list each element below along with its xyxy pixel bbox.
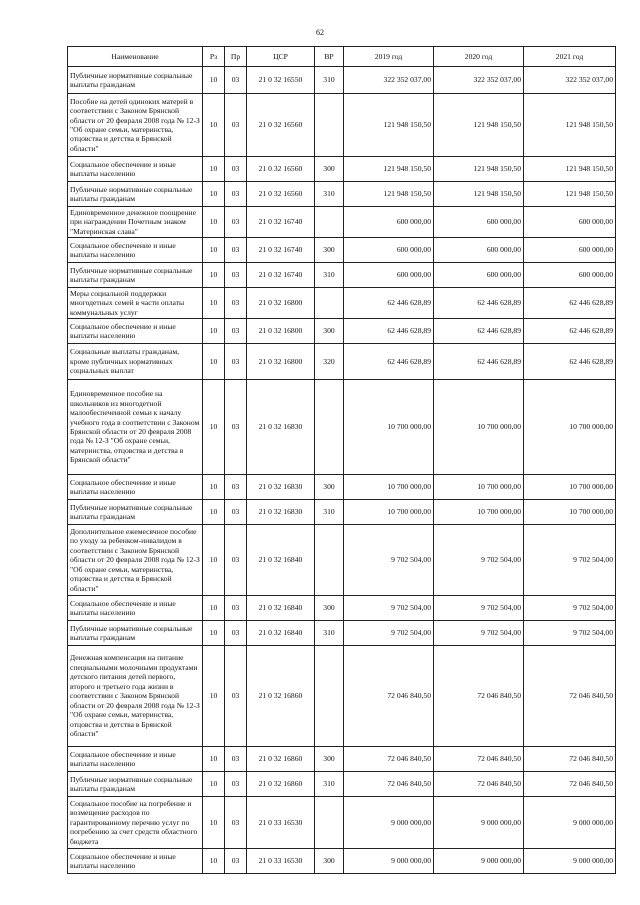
row-rz-cell: 10: [203, 157, 225, 182]
row-csr-cell: 21 0 32 16840: [247, 525, 315, 596]
header-pr: Пр: [225, 47, 247, 67]
budget-table: [67, 46, 616, 874]
row-2021-cell: 9 000 000,00: [524, 797, 616, 849]
row-2019-cell: 9 702 504,00: [344, 621, 434, 646]
row-pr-cell: 03: [225, 747, 247, 772]
row-csr-cell: 21 0 33 16530: [247, 849, 315, 874]
row-rz-cell: 10: [203, 621, 225, 646]
row-vr-cell: 300: [315, 849, 344, 874]
row-name-cell: Публичные нормативные социальные выплаты гражданам: [68, 67, 203, 94]
row-csr-cell: 21 0 32 16830: [247, 475, 315, 500]
row-pr-cell: 03: [225, 344, 247, 380]
row-pr-cell: 03: [225, 646, 247, 747]
row-2020-cell: 72 046 840,50: [434, 646, 524, 747]
header-2021: 2021 год: [524, 47, 616, 67]
row-2019-cell: 9 000 000,00: [344, 849, 434, 874]
row-csr-cell: 21 0 32 16800: [247, 319, 315, 344]
row-rz-cell: 10: [203, 238, 225, 263]
row-name-cell: Денежная компенсация на питание специальными молочными продуктами детского питания детей первого, второго и третьего года жизни в соответствии с Законом Брянской области от 20 февраля 2008 года № 12-З "Об охране семьи, материнства, отцовства и детства в Брянской области": [68, 646, 203, 747]
row-2019-cell: 121 948 150,50: [344, 94, 434, 157]
row-pr-cell: 03: [225, 797, 247, 849]
table-row: [68, 288, 616, 319]
row-2019-cell: 121 948 150,50: [344, 182, 434, 207]
row-2021-cell: 9 702 504,00: [524, 596, 616, 621]
row-pr-cell: 03: [225, 500, 247, 525]
row-name-cell: Дополнительное ежемесячное пособие по уходу за ребенком-инвалидом в соответствии с Законом Брянской области от 20 февраля 2008 года № 12-З "Об охране семьи, материнства, отцовства и детства в Брянской области": [68, 525, 203, 596]
row-2021-cell: 322 352 037,00: [524, 67, 616, 94]
table-row: [68, 94, 616, 157]
row-2020-cell: 121 948 150,50: [434, 94, 524, 157]
row-pr-cell: 03: [225, 319, 247, 344]
row-pr-cell: 03: [225, 849, 247, 874]
row-name-cell: Социальное пособие на погребение и возмещение расходов по гарантированному перечню услуг по погребению за счет средств областного бюджета: [68, 797, 203, 849]
row-csr-cell: 21 0 32 16830: [247, 380, 315, 475]
row-vr-cell: [315, 525, 344, 596]
row-rz-cell: 10: [203, 646, 225, 747]
row-pr-cell: 03: [225, 525, 247, 596]
row-vr-cell: [315, 207, 344, 238]
row-csr-cell: 21 0 32 16560: [247, 157, 315, 182]
row-2019-cell: 72 046 840,50: [344, 772, 434, 797]
row-vr-cell: 300: [315, 157, 344, 182]
table-row: [68, 380, 616, 475]
table-row: [68, 596, 616, 621]
row-vr-cell: [315, 797, 344, 849]
row-vr-cell: 310: [315, 67, 344, 94]
row-2020-cell: 72 046 840,50: [434, 747, 524, 772]
row-rz-cell: 10: [203, 525, 225, 596]
row-2020-cell: 121 948 150,50: [434, 182, 524, 207]
row-2020-cell: 9 000 000,00: [434, 849, 524, 874]
table-row: [68, 849, 616, 874]
header-rz: Рз: [203, 47, 225, 67]
table-row: [68, 182, 616, 207]
row-2021-cell: 10 700 000,00: [524, 380, 616, 475]
row-rz-cell: 10: [203, 475, 225, 500]
row-2019-cell: 72 046 840,50: [344, 646, 434, 747]
row-vr-cell: 310: [315, 772, 344, 797]
row-2021-cell: 121 948 150,50: [524, 94, 616, 157]
row-csr-cell: 21 0 32 16840: [247, 621, 315, 646]
table-row: [68, 797, 616, 849]
row-rz-cell: 10: [203, 849, 225, 874]
row-2019-cell: 62 446 628,89: [344, 344, 434, 380]
row-pr-cell: 03: [225, 263, 247, 288]
row-pr-cell: 03: [225, 596, 247, 621]
row-2020-cell: 72 046 840,50: [434, 772, 524, 797]
row-pr-cell: 03: [225, 772, 247, 797]
table-row: [68, 646, 616, 747]
row-csr-cell: 21 0 32 16860: [247, 646, 315, 747]
table-row: [68, 475, 616, 500]
header-2019: 2019 год: [344, 47, 434, 67]
row-pr-cell: 03: [225, 182, 247, 207]
row-pr-cell: 03: [225, 475, 247, 500]
row-csr-cell: 21 0 32 16560: [247, 182, 315, 207]
page-number: 62: [316, 28, 324, 37]
row-vr-cell: [315, 380, 344, 475]
row-rz-cell: 10: [203, 263, 225, 288]
row-vr-cell: 310: [315, 500, 344, 525]
row-pr-cell: 03: [225, 157, 247, 182]
row-vr-cell: 320: [315, 344, 344, 380]
row-vr-cell: [315, 94, 344, 157]
row-name-cell: Меры социальной поддержки многодетных семей в части оплаты коммунальных услуг: [68, 288, 203, 319]
row-vr-cell: 300: [315, 596, 344, 621]
table-row: [68, 772, 616, 797]
row-2021-cell: 9 702 504,00: [524, 525, 616, 596]
row-2020-cell: 600 000,00: [434, 238, 524, 263]
row-2020-cell: 121 948 150,50: [434, 157, 524, 182]
row-2019-cell: 600 000,00: [344, 263, 434, 288]
row-vr-cell: 310: [315, 182, 344, 207]
row-2019-cell: 600 000,00: [344, 207, 434, 238]
row-csr-cell: 21 0 32 16740: [247, 263, 315, 288]
row-vr-cell: 300: [315, 238, 344, 263]
row-2021-cell: 62 446 628,89: [524, 319, 616, 344]
row-vr-cell: 300: [315, 747, 344, 772]
row-pr-cell: 03: [225, 288, 247, 319]
table-row: [68, 157, 616, 182]
row-2021-cell: 600 000,00: [524, 238, 616, 263]
table-row: [68, 747, 616, 772]
row-2020-cell: 600 000,00: [434, 207, 524, 238]
row-2021-cell: 72 046 840,50: [524, 772, 616, 797]
row-name-cell: Социальное обеспечение и иные выплаты населению: [68, 596, 203, 621]
header-csr: ЦСР: [247, 47, 315, 67]
row-name-cell: Публичные нормативные социальные выплаты гражданам: [68, 772, 203, 797]
row-name-cell: Публичные нормативные социальные выплаты гражданам: [68, 500, 203, 525]
row-vr-cell: 310: [315, 263, 344, 288]
table-body: [68, 67, 616, 874]
row-csr-cell: 21 0 32 16560: [247, 94, 315, 157]
table-row: [68, 344, 616, 380]
row-2020-cell: 9 702 504,00: [434, 596, 524, 621]
row-pr-cell: 03: [225, 621, 247, 646]
row-csr-cell: 21 0 32 16740: [247, 238, 315, 263]
row-2021-cell: 9 000 000,00: [524, 849, 616, 874]
table-row: [68, 621, 616, 646]
row-name-cell: Социальное обеспечение и иные выплаты населению: [68, 849, 203, 874]
table-row: [68, 207, 616, 238]
row-2020-cell: 10 700 000,00: [434, 380, 524, 475]
row-2019-cell: 72 046 840,50: [344, 747, 434, 772]
row-2021-cell: 10 700 000,00: [524, 500, 616, 525]
row-name-cell: Публичные нормативные социальные выплаты гражданам: [68, 182, 203, 207]
row-vr-cell: 300: [315, 475, 344, 500]
row-rz-cell: 10: [203, 319, 225, 344]
row-2020-cell: 322 352 037,00: [434, 67, 524, 94]
header-2020: 2020 год: [434, 47, 524, 67]
row-csr-cell: 21 0 32 16860: [247, 772, 315, 797]
row-pr-cell: 03: [225, 380, 247, 475]
row-csr-cell: 21 0 33 16530: [247, 797, 315, 849]
row-rz-cell: 10: [203, 67, 225, 94]
row-pr-cell: 03: [225, 207, 247, 238]
row-2020-cell: 9 702 504,00: [434, 525, 524, 596]
row-2021-cell: 62 446 628,89: [524, 344, 616, 380]
row-2020-cell: 10 700 000,00: [434, 500, 524, 525]
row-rz-cell: 10: [203, 596, 225, 621]
row-name-cell: Социальные выплаты гражданам, кроме публичных нормативных социальных выплат: [68, 344, 203, 380]
row-2020-cell: 9 702 504,00: [434, 621, 524, 646]
row-2020-cell: 62 446 628,89: [434, 319, 524, 344]
row-rz-cell: 10: [203, 182, 225, 207]
row-name-cell: Единовременное денежное поощрение при награждении Почетным знаком "Материнская слава": [68, 207, 203, 238]
row-2020-cell: 10 700 000,00: [434, 475, 524, 500]
row-csr-cell: 21 0 32 16840: [247, 596, 315, 621]
table-row: [68, 525, 616, 596]
header-vr: ВР: [315, 47, 344, 67]
row-2021-cell: 600 000,00: [524, 207, 616, 238]
row-rz-cell: 10: [203, 94, 225, 157]
row-2021-cell: 62 446 628,89: [524, 288, 616, 319]
row-2021-cell: 121 948 150,50: [524, 182, 616, 207]
row-name-cell: Социальное обеспечение и иные выплаты населению: [68, 475, 203, 500]
table-header-row: [68, 47, 616, 67]
row-2019-cell: 62 446 628,89: [344, 288, 434, 319]
table-row: [68, 67, 616, 94]
row-vr-cell: [315, 646, 344, 747]
row-2020-cell: 9 000 000,00: [434, 797, 524, 849]
row-2019-cell: 121 948 150,50: [344, 157, 434, 182]
row-name-cell: Социальное обеспечение и иные выплаты населению: [68, 319, 203, 344]
row-vr-cell: 300: [315, 319, 344, 344]
row-2019-cell: 62 446 628,89: [344, 319, 434, 344]
row-pr-cell: 03: [225, 238, 247, 263]
row-name-cell: Публичные нормативные социальные выплаты гражданам: [68, 621, 203, 646]
row-name-cell: Социальное обеспечение и иные выплаты населению: [68, 238, 203, 263]
row-csr-cell: 21 0 32 16550: [247, 67, 315, 94]
row-pr-cell: 03: [225, 94, 247, 157]
row-2019-cell: 10 700 000,00: [344, 475, 434, 500]
row-2019-cell: 9 000 000,00: [344, 797, 434, 849]
row-vr-cell: 310: [315, 621, 344, 646]
row-rz-cell: 10: [203, 380, 225, 475]
row-2021-cell: 10 700 000,00: [524, 475, 616, 500]
row-name-cell: Публичные нормативные социальные выплаты гражданам: [68, 263, 203, 288]
row-rz-cell: 10: [203, 772, 225, 797]
table-row: [68, 263, 616, 288]
table-row: [68, 319, 616, 344]
row-2021-cell: 72 046 840,50: [524, 646, 616, 747]
row-csr-cell: 21 0 32 16860: [247, 747, 315, 772]
row-2019-cell: 600 000,00: [344, 238, 434, 263]
row-2021-cell: 121 948 150,50: [524, 157, 616, 182]
row-2019-cell: 9 702 504,00: [344, 525, 434, 596]
row-name-cell: Социальное обеспечение и иные выплаты населению: [68, 747, 203, 772]
row-vr-cell: [315, 288, 344, 319]
header-name: Наименование: [68, 47, 203, 67]
row-2019-cell: 322 352 037,00: [344, 67, 434, 94]
row-rz-cell: 10: [203, 747, 225, 772]
row-2021-cell: 72 046 840,50: [524, 747, 616, 772]
row-csr-cell: 21 0 32 16800: [247, 288, 315, 319]
row-csr-cell: 21 0 32 16800: [247, 344, 315, 380]
row-2019-cell: 9 702 504,00: [344, 596, 434, 621]
row-2021-cell: 9 702 504,00: [524, 621, 616, 646]
row-rz-cell: 10: [203, 797, 225, 849]
table-row: [68, 500, 616, 525]
row-2020-cell: 62 446 628,89: [434, 288, 524, 319]
row-csr-cell: 21 0 32 16740: [247, 207, 315, 238]
row-pr-cell: 03: [225, 67, 247, 94]
table-row: [68, 238, 616, 263]
row-rz-cell: 10: [203, 500, 225, 525]
row-csr-cell: 21 0 32 16830: [247, 500, 315, 525]
row-name-cell: Единовременное пособие на школьников из многодетной малообеспеченной семьи к началу учебного года в соответствии с Законом Брянской области от 20 февраля 2008 года № 12-З "Об охране семьи, материнства, отцовства и детства в Брянской области": [68, 380, 203, 475]
row-name-cell: Пособие на детей одиноких матерей в соответствии с Законом Брянской области от 20 февраля 2008 года № 12-З "Об охране семьи, материнства, отцовства и детства в Брянской области": [68, 94, 203, 157]
row-2021-cell: 600 000,00: [524, 263, 616, 288]
row-rz-cell: 10: [203, 288, 225, 319]
row-2019-cell: 10 700 000,00: [344, 380, 434, 475]
row-rz-cell: 10: [203, 344, 225, 380]
row-2019-cell: 10 700 000,00: [344, 500, 434, 525]
row-2020-cell: 600 000,00: [434, 263, 524, 288]
row-2020-cell: 62 446 628,89: [434, 344, 524, 380]
row-name-cell: Социальное обеспечение и иные выплаты населению: [68, 157, 203, 182]
row-rz-cell: 10: [203, 207, 225, 238]
